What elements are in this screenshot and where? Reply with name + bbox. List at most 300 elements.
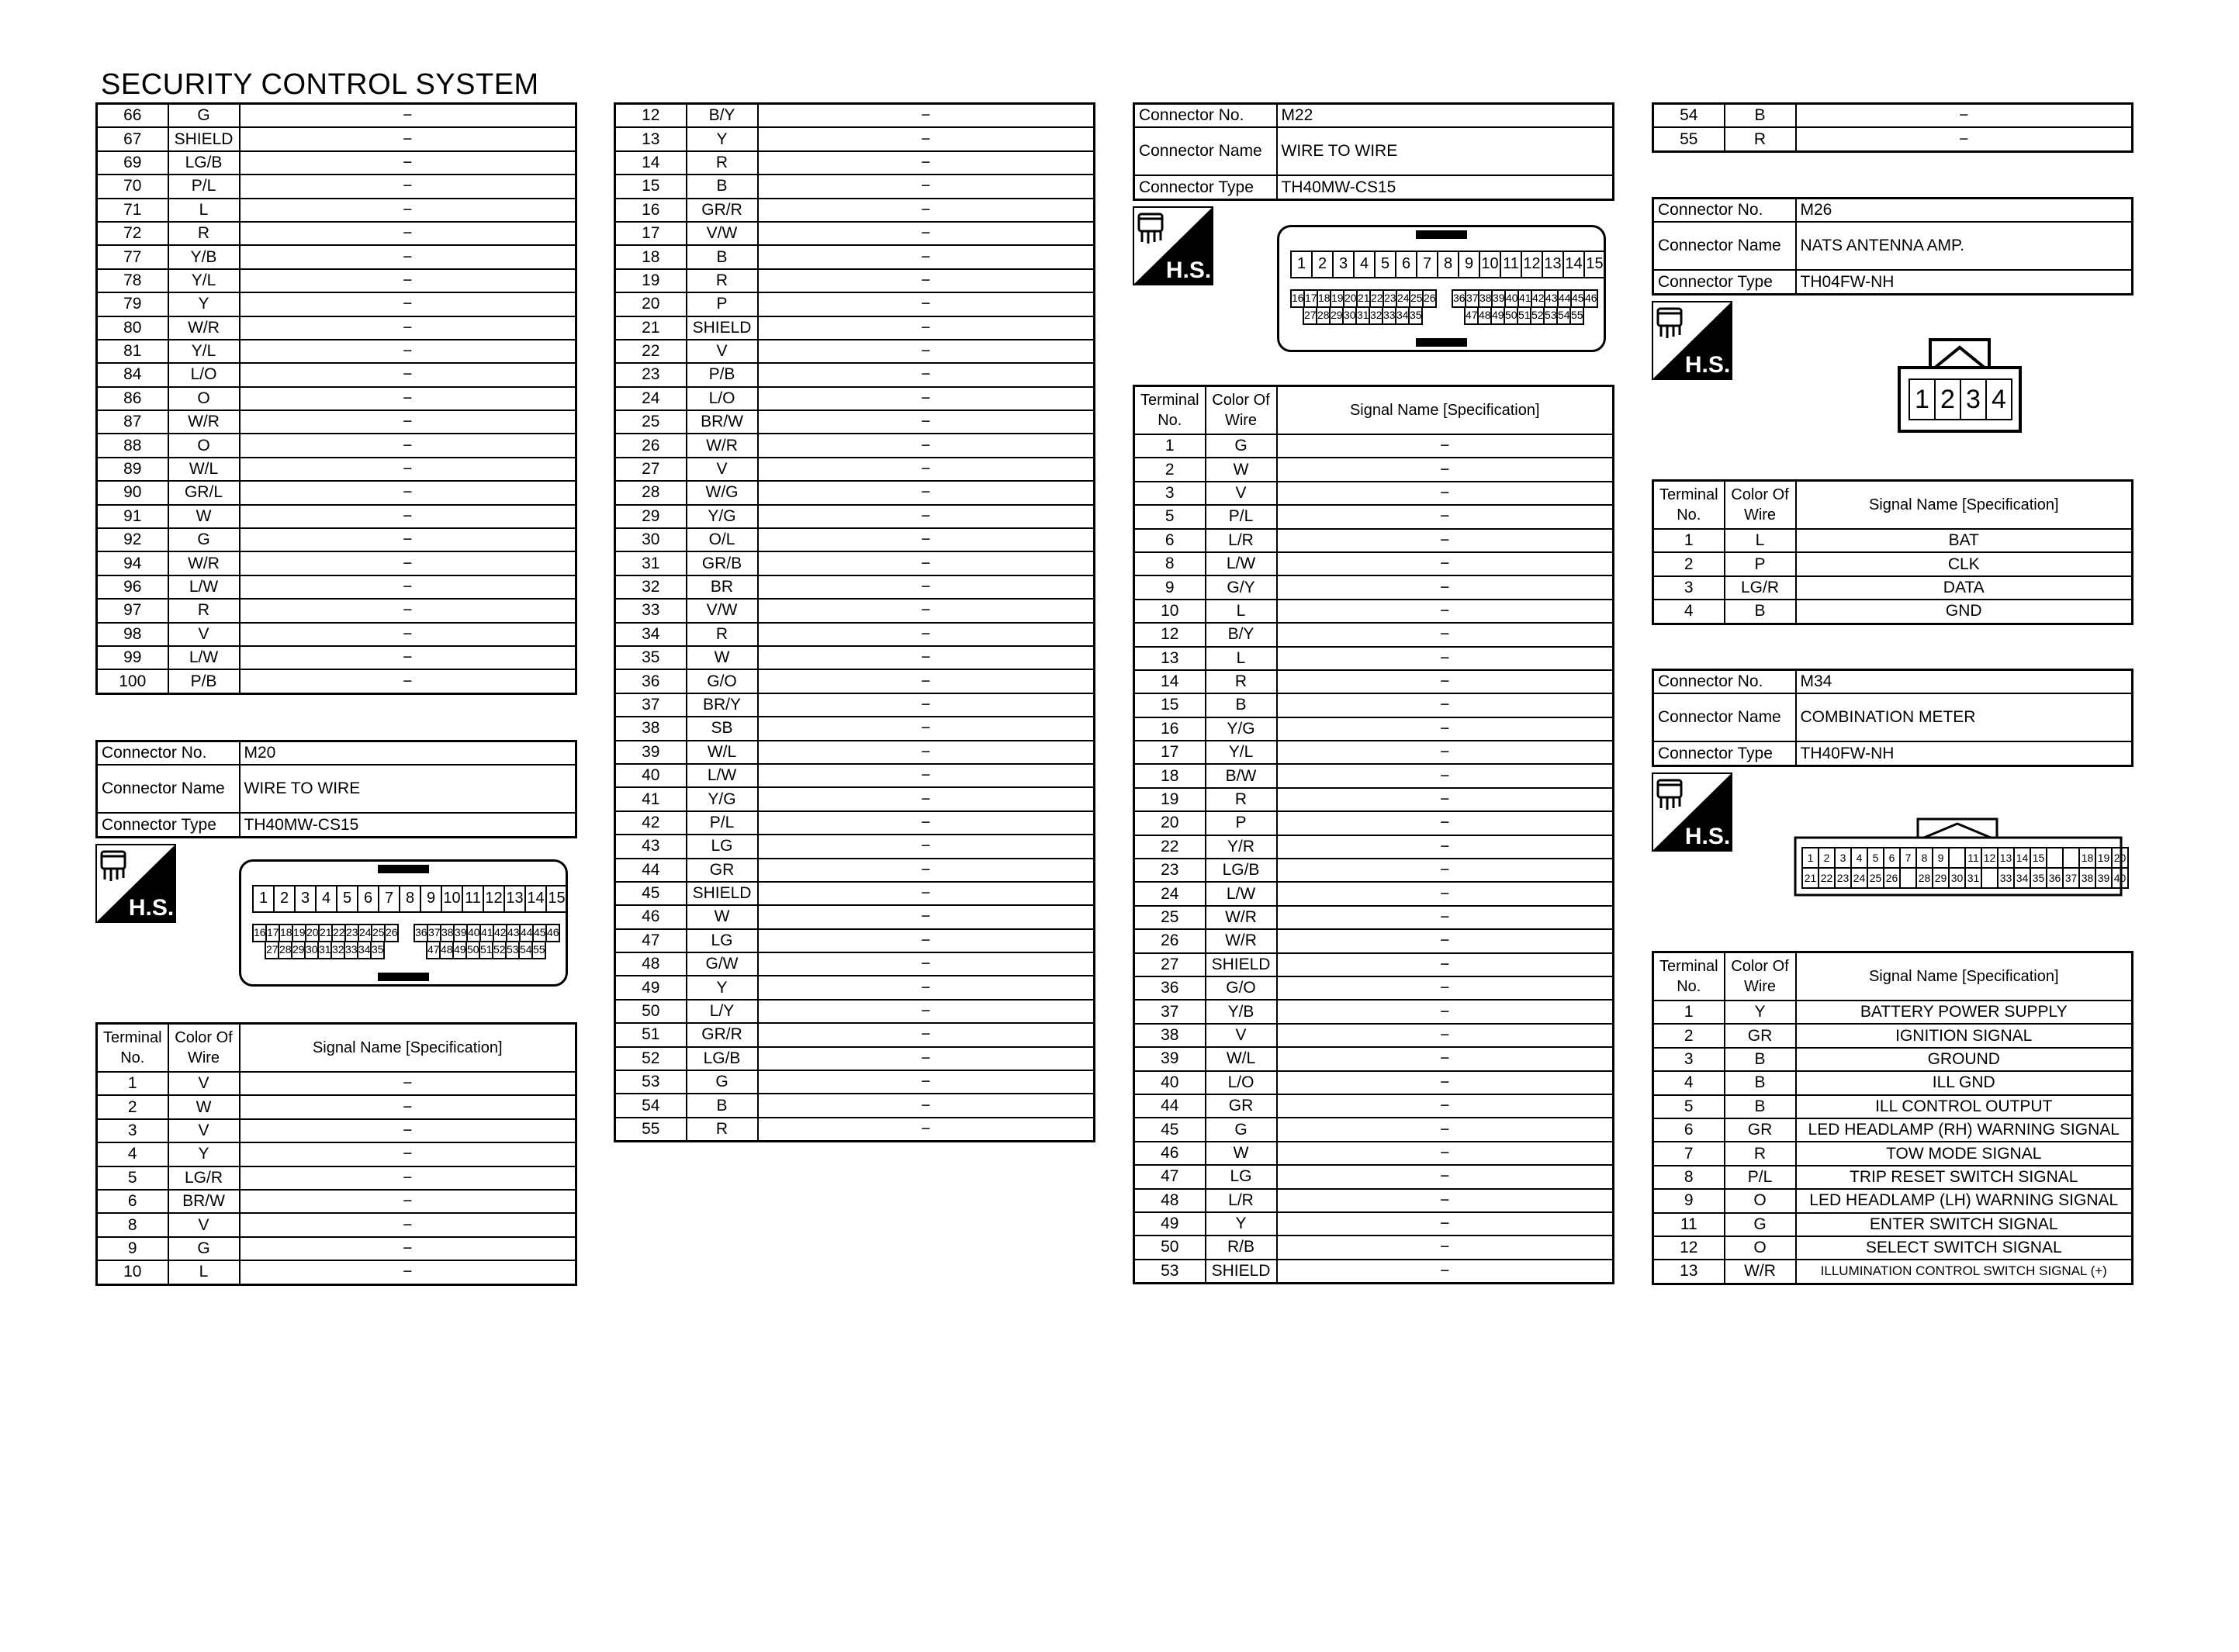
terminal-no-cell: 84 [97, 363, 168, 386]
table-row [1653, 1260, 2133, 1284]
signal-name-cell: − [240, 481, 576, 504]
signal-name-cell: − [1277, 505, 1614, 528]
table-row [1134, 953, 1614, 976]
signal-name-cell: − [1277, 859, 1614, 882]
table-row [1134, 859, 1614, 882]
connector-name-label: Connector Name [1653, 222, 1796, 270]
wire-color-cell: L/Y [687, 1000, 758, 1023]
wire-color-cell: V/W [687, 599, 758, 622]
table-row [615, 905, 1095, 928]
terminal-no-cell: 96 [97, 575, 168, 599]
m22-connector-no: M22 [1277, 104, 1614, 128]
signal-name-cell: − [758, 505, 1095, 528]
wire-color-cell: L/W [1206, 552, 1277, 575]
wire-color-cell: V [168, 1072, 240, 1095]
m26-info-table [1652, 197, 2133, 295]
wire-color-cell: Y/L [1206, 741, 1277, 764]
connector-pin: 23 [1834, 867, 1850, 889]
connector-pin: 28 [1915, 867, 1932, 889]
table-row [97, 646, 576, 669]
connector-latch [1416, 338, 1467, 347]
connector-pin: 41 [1517, 289, 1531, 308]
m34-connector-name: COMBINATION METER [1796, 693, 2133, 741]
terminal-no-cell: 90 [97, 481, 168, 504]
wire-color-cell: O [168, 387, 240, 410]
table-row [97, 245, 576, 268]
connector-pin: 47 [1464, 306, 1477, 325]
signal-name-cell: − [758, 717, 1095, 740]
connector-pin: 32 [330, 941, 344, 959]
signal-name-cell: − [240, 1072, 576, 1095]
wire-color-cell: Y [1725, 1001, 1796, 1024]
table-row [97, 175, 576, 198]
signal-name-cell: − [758, 151, 1095, 175]
hs-label: H.S. [1684, 824, 1731, 849]
terminal-no-cell: 28 [615, 481, 687, 504]
wire-color-cell: BR/W [687, 410, 758, 434]
signal-name-cell: − [758, 905, 1095, 928]
signal-name-cell: − [240, 1095, 576, 1118]
terminal-no-cell: 20 [615, 292, 687, 316]
m20-connector-name: WIRE TO WIRE [240, 765, 576, 813]
connector-pin: 33 [1997, 867, 2013, 889]
connector-pin [2046, 847, 2062, 869]
terminal-no-cell: 4 [1653, 1071, 1725, 1094]
connector-pin: 43 [1544, 289, 1557, 308]
table-row [615, 245, 1095, 268]
signal-name-header: Signal Name [Specification] [1796, 481, 2133, 530]
terminal-no-cell: 36 [1134, 976, 1206, 1000]
terminal-no-cell: 52 [615, 1047, 687, 1070]
connector-pin: 36 [2046, 867, 2062, 889]
wire-color-cell: P/B [168, 669, 240, 693]
terminal-no-cell: 39 [1134, 1047, 1206, 1070]
wire-color-cell: L/R [1206, 529, 1277, 552]
terminal-no-cell: 91 [97, 505, 168, 528]
terminal-no-cell: 19 [1134, 788, 1206, 811]
signal-name-cell: − [240, 363, 576, 386]
pin-row-2b [414, 924, 560, 942]
m22-info-table [1133, 102, 1614, 201]
terminal-no-cell: 16 [615, 199, 687, 222]
connector-pin: 6 [1395, 251, 1416, 278]
terminal-no-cell: 54 [1653, 104, 1725, 128]
connector-pin: 15 [2030, 847, 2046, 869]
signal-name-cell: − [240, 1213, 576, 1236]
wire-color-cell: B/Y [1206, 623, 1277, 646]
terminal-no-cell: 48 [1134, 1189, 1206, 1212]
connector-no-label: Connector No. [1653, 199, 1796, 223]
terminal-no-cell: 6 [1134, 529, 1206, 552]
connector-pin: 36 [1452, 289, 1465, 308]
terminal-no-cell: 8 [1653, 1166, 1725, 1189]
connector-pin: 53 [1543, 306, 1556, 325]
signal-name-cell: − [1277, 1000, 1614, 1023]
terminal-table-continued-3 [1652, 102, 2133, 153]
connector-name-label: Connector Name [1134, 127, 1277, 175]
connector-pin: 27 [265, 941, 278, 959]
table-row [615, 269, 1095, 292]
wire-color-cell: O [168, 434, 240, 457]
terminal-no-cell: 12 [1653, 1236, 1725, 1260]
connector-pin: 31 [1964, 867, 1981, 889]
connector-pin: 27 [1303, 306, 1316, 325]
wire-color-cell: R [1725, 127, 1796, 151]
terminal-no-cell: 10 [97, 1260, 168, 1284]
signal-name-cell: − [758, 316, 1095, 340]
terminal-no-cell: 87 [97, 410, 168, 434]
terminal-no-cell: 10 [1134, 600, 1206, 623]
wire-color-cell: B [687, 245, 758, 268]
connector-pin: 50 [465, 941, 479, 959]
wire-color-cell: W [168, 505, 240, 528]
terminal-no-cell: 14 [615, 151, 687, 175]
table-row [1134, 1142, 1614, 1165]
connector-pin: 5 [1867, 847, 1883, 869]
connector-pin: 39 [453, 924, 466, 942]
connector-pin: 16 [252, 924, 265, 942]
table-row [615, 551, 1095, 575]
table-row [1653, 1189, 2133, 1212]
signal-name-cell: − [758, 410, 1095, 434]
table-row [615, 151, 1095, 175]
table-row [615, 199, 1095, 222]
wire-color-cell: B [687, 175, 758, 198]
connector-pin: 38 [2078, 867, 2095, 889]
signal-name-cell: − [240, 292, 576, 316]
terminal-table-continued-2 [614, 102, 1095, 1142]
wire-color-cell: R/B [1206, 1236, 1277, 1259]
signal-name-cell: − [1277, 1142, 1614, 1165]
connector-pin: 22 [1818, 867, 1834, 889]
signal-name-cell: − [758, 269, 1095, 292]
terminal-no-header: Terminal No. [97, 1024, 168, 1073]
signal-name-cell: − [240, 505, 576, 528]
signal-name-cell: − [758, 952, 1095, 976]
terminal-no-cell: 66 [97, 104, 168, 128]
wire-color-cell: Y/L [168, 269, 240, 292]
signal-name-cell: − [758, 882, 1095, 905]
table-row [615, 505, 1095, 528]
wire-color-cell: V [1206, 1024, 1277, 1047]
terminal-no-cell: 3 [1653, 1048, 1725, 1071]
wire-color-cell: BR [687, 575, 758, 599]
table-row [1653, 104, 2133, 128]
wire-color-cell: Y/L [168, 340, 240, 363]
signal-name-cell: − [240, 1142, 576, 1166]
table-row [97, 199, 576, 222]
wire-color-cell: P [1206, 811, 1277, 835]
terminal-no-cell: 8 [1134, 552, 1206, 575]
terminal-no-cell: 17 [615, 222, 687, 245]
signal-name-cell: ILL GND [1796, 1071, 2133, 1094]
terminal-no-cell: 55 [1653, 127, 1725, 151]
signal-name-cell: − [758, 245, 1095, 268]
terminal-no-cell: 22 [1134, 835, 1206, 859]
wire-color-cell: L/R [1206, 1189, 1277, 1212]
pin-row-3b [426, 941, 546, 959]
connector-pin: 13 [1542, 251, 1562, 278]
m20-connector-face [239, 859, 568, 987]
signal-name-cell: − [758, 646, 1095, 669]
signal-name-cell: − [1796, 104, 2133, 128]
wire-color-cell: R [1725, 1142, 1796, 1165]
connector-pin: 48 [1477, 306, 1490, 325]
connector-pin: 17 [265, 924, 279, 942]
signal-name-cell: BAT [1796, 529, 2133, 552]
wire-color-cell: G/Y [1206, 575, 1277, 599]
connector-pin: 53 [505, 941, 518, 959]
signal-name-cell: − [240, 340, 576, 363]
signal-name-cell: − [240, 623, 576, 646]
wire-color-cell: LG [687, 835, 758, 858]
signal-name-cell: IGNITION SIGNAL [1796, 1024, 2133, 1047]
wire-color-cell: W/R [1206, 929, 1277, 952]
harness-side-icon [1652, 301, 1732, 380]
table-row [97, 1119, 576, 1142]
terminal-no-cell: 18 [615, 245, 687, 268]
signal-name-cell: − [1277, 693, 1614, 717]
signal-name-cell: − [240, 222, 576, 245]
connector-pin: 38 [1478, 289, 1491, 308]
table-row [1134, 693, 1614, 717]
wire-color-cell: G [168, 104, 240, 128]
terminal-no-cell: 40 [615, 764, 687, 787]
table-row [97, 551, 576, 575]
terminal-no-cell: 2 [1653, 1024, 1725, 1047]
m20-terminal-table [95, 1022, 577, 1286]
connector-pin: 51 [479, 941, 492, 959]
connector-pin: 18 [279, 924, 292, 942]
connector-pin: 8 [1437, 251, 1458, 278]
table-row [615, 1094, 1095, 1117]
wire-color-cell: Y/R [1206, 835, 1277, 859]
terminal-no-cell: 31 [615, 551, 687, 575]
connector-pin: 35 [1408, 306, 1423, 325]
terminal-no-cell: 39 [615, 741, 687, 764]
terminal-no-cell: 94 [97, 551, 168, 575]
connector-pin: 40 [2111, 867, 2129, 889]
harness-side-icon [95, 844, 176, 923]
wire-color-cell: LG/R [1725, 576, 1796, 600]
connector-pin: 52 [1530, 306, 1543, 325]
connector-pin: 51 [1517, 306, 1530, 325]
wire-color-cell: SHIELD [687, 316, 758, 340]
connector-pin: 4 [1353, 251, 1374, 278]
connector-pin: 4 [1850, 847, 1867, 869]
table-row [1653, 1118, 2133, 1142]
m34-connector-type: TH40FW-NH [1796, 741, 2133, 766]
wire-color-cell: V [168, 1213, 240, 1236]
wire-color-cell: B [1725, 1071, 1796, 1094]
signal-name-cell: TRIP RESET SWITCH SIGNAL [1796, 1166, 2133, 1189]
connector-pin: 19 [292, 924, 305, 942]
signal-name-cell: ILL CONTROL OUTPUT [1796, 1095, 2133, 1118]
table-row [97, 505, 576, 528]
signal-name-cell: ENTER SWITCH SIGNAL [1796, 1213, 2133, 1236]
wire-color-cell: R [687, 151, 758, 175]
terminal-no-cell: 78 [97, 269, 168, 292]
signal-name-cell: − [1277, 788, 1614, 811]
terminal-no-cell: 13 [1653, 1260, 1725, 1284]
m26-connector-type: TH04FW-NH [1796, 270, 2133, 294]
wire-color-cell: W [1206, 458, 1277, 481]
signal-name-cell: CLK [1796, 552, 2133, 575]
connector-pin: 22 [331, 924, 344, 942]
signal-name-cell: SELECT SWITCH SIGNAL [1796, 1236, 2133, 1260]
signal-name-cell: − [1277, 764, 1614, 787]
connector-pin: 50 [1504, 306, 1517, 325]
wire-color-cell: L/W [1206, 882, 1277, 905]
wire-color-cell: G [168, 1237, 240, 1260]
connector-pin: 1 [252, 885, 273, 913]
terminal-no-cell: 43 [615, 835, 687, 858]
table-row [615, 669, 1095, 693]
connector-pin: 4 [315, 885, 336, 913]
connector-pin: 32 [1369, 306, 1382, 325]
table-row [615, 693, 1095, 717]
connector-pin: 41 [479, 924, 493, 942]
connector-pin [1899, 867, 1915, 889]
m22-connector-type: TH40MW-CS15 [1277, 175, 1614, 199]
connector-pin: 7 [378, 885, 399, 913]
connector-latch [378, 865, 429, 873]
harness-side-icon [1133, 206, 1213, 285]
signal-name-cell: − [1277, 670, 1614, 693]
wire-color-cell: O [1725, 1189, 1796, 1212]
signal-name-cell: − [758, 1070, 1095, 1094]
connector-pin: 55 [1569, 306, 1584, 325]
table-row [97, 458, 576, 481]
signal-name-cell: − [240, 1190, 576, 1213]
wire-color-cell: P/B [687, 363, 758, 386]
connector-name-label: Connector Name [1653, 693, 1796, 741]
connector-pin: 39 [1491, 289, 1504, 308]
signal-name-cell: − [240, 104, 576, 128]
wire-color-cell: Y [168, 292, 240, 316]
connector-pin: 1 [1909, 378, 1934, 420]
connector-pin: 11 [462, 885, 483, 913]
table-row [615, 599, 1095, 622]
connector-pin: 19 [1330, 289, 1343, 308]
table-row [1134, 1000, 1614, 1023]
terminal-no-cell: 25 [1134, 906, 1206, 929]
signal-name-cell: − [240, 199, 576, 222]
signal-name-cell: − [758, 741, 1095, 764]
connector-no-label: Connector No. [97, 741, 240, 766]
connector-pin: 33 [1382, 306, 1395, 325]
pin-row-3a [265, 941, 385, 959]
connector-pin: 18 [2078, 847, 2095, 869]
terminal-no-cell: 23 [615, 363, 687, 386]
wire-color-cell: B [1206, 693, 1277, 717]
terminal-no-cell: 13 [1134, 647, 1206, 670]
signal-name-cell: − [1277, 434, 1614, 458]
wire-color-cell: GR/B [687, 551, 758, 575]
table-row [97, 623, 576, 646]
terminal-no-cell: 67 [97, 127, 168, 150]
table-row [97, 528, 576, 551]
wire-color-cell: W/G [687, 481, 758, 504]
wire-color-cell: BR/Y [687, 693, 758, 717]
signal-name-cell: − [240, 245, 576, 268]
m20-connector-no: M20 [240, 741, 576, 766]
table-row [1134, 717, 1614, 741]
wire-color-cell: W/R [687, 434, 758, 457]
wire-color-cell: L [168, 1260, 240, 1284]
connector-pin: 8 [1915, 847, 1932, 869]
signal-name-cell: − [1277, 647, 1614, 670]
signal-name-cell: − [1277, 623, 1614, 646]
wire-color-cell: W/L [168, 458, 240, 481]
connector-pin: 29 [1329, 306, 1342, 325]
table-row [97, 387, 576, 410]
signal-name-cell: − [758, 340, 1095, 363]
signal-name-cell: − [758, 1023, 1095, 1046]
connector-pin: 25 [371, 924, 384, 942]
signal-name-cell: − [1277, 1260, 1614, 1284]
signal-name-cell: TOW MODE SIGNAL [1796, 1142, 2133, 1165]
connector-pin: 1 [1290, 251, 1311, 278]
table-row [97, 1260, 576, 1284]
signal-name-cell: − [1277, 1094, 1614, 1118]
table-row [1653, 1048, 2133, 1071]
terminal-no-cell: 33 [615, 599, 687, 622]
connector-pin: 40 [1504, 289, 1517, 308]
terminal-no-cell: 12 [1134, 623, 1206, 646]
color-of-wire-header: Color Of Wire [168, 1024, 240, 1073]
connector-no-label: Connector No. [1134, 104, 1277, 128]
signal-name-cell: − [758, 599, 1095, 622]
connector-latch [378, 973, 429, 981]
signal-name-cell: − [240, 151, 576, 175]
terminal-no-cell: 27 [615, 458, 687, 481]
connector-pin: 34 [1395, 306, 1408, 325]
table-row [97, 1190, 576, 1213]
signal-name-cell: − [240, 551, 576, 575]
terminal-no-cell: 3 [1134, 482, 1206, 505]
signal-name-cell: − [1277, 529, 1614, 552]
connector-pin: 35 [2030, 867, 2046, 889]
wire-color-cell: V [168, 623, 240, 646]
signal-name-cell: − [758, 693, 1095, 717]
wire-color-cell: V [687, 458, 758, 481]
table-row [1653, 127, 2133, 151]
connector-pin: 9 [420, 885, 441, 913]
terminal-no-cell: 35 [615, 646, 687, 669]
wire-color-cell: W/L [687, 741, 758, 764]
wire-color-cell: Y [687, 127, 758, 150]
signal-name-cell: − [1277, 1024, 1614, 1047]
connector-pin: 52 [492, 941, 505, 959]
connector-pin: 20 [1343, 289, 1356, 308]
connector-type-label: Connector Type [1653, 270, 1796, 294]
hs-label: H.S. [1684, 352, 1731, 378]
wire-color-cell: LG [687, 929, 758, 952]
terminal-no-cell: 4 [97, 1142, 168, 1166]
signal-name-cell: − [758, 787, 1095, 810]
signal-name-cell: LED HEADLAMP (RH) WARNING SIGNAL [1796, 1118, 2133, 1142]
terminal-no-cell: 1 [1653, 529, 1725, 552]
signal-name-cell: − [240, 410, 576, 434]
terminal-no-cell: 53 [615, 1070, 687, 1094]
table-row [1134, 1118, 1614, 1141]
signal-name-header: Signal Name [Specification] [1796, 952, 2133, 1001]
wire-color-cell: L/O [1206, 1071, 1277, 1094]
terminal-no-cell: 71 [97, 199, 168, 222]
connector-type-label: Connector Type [1134, 175, 1277, 199]
connector-pin: 10 [441, 885, 462, 913]
